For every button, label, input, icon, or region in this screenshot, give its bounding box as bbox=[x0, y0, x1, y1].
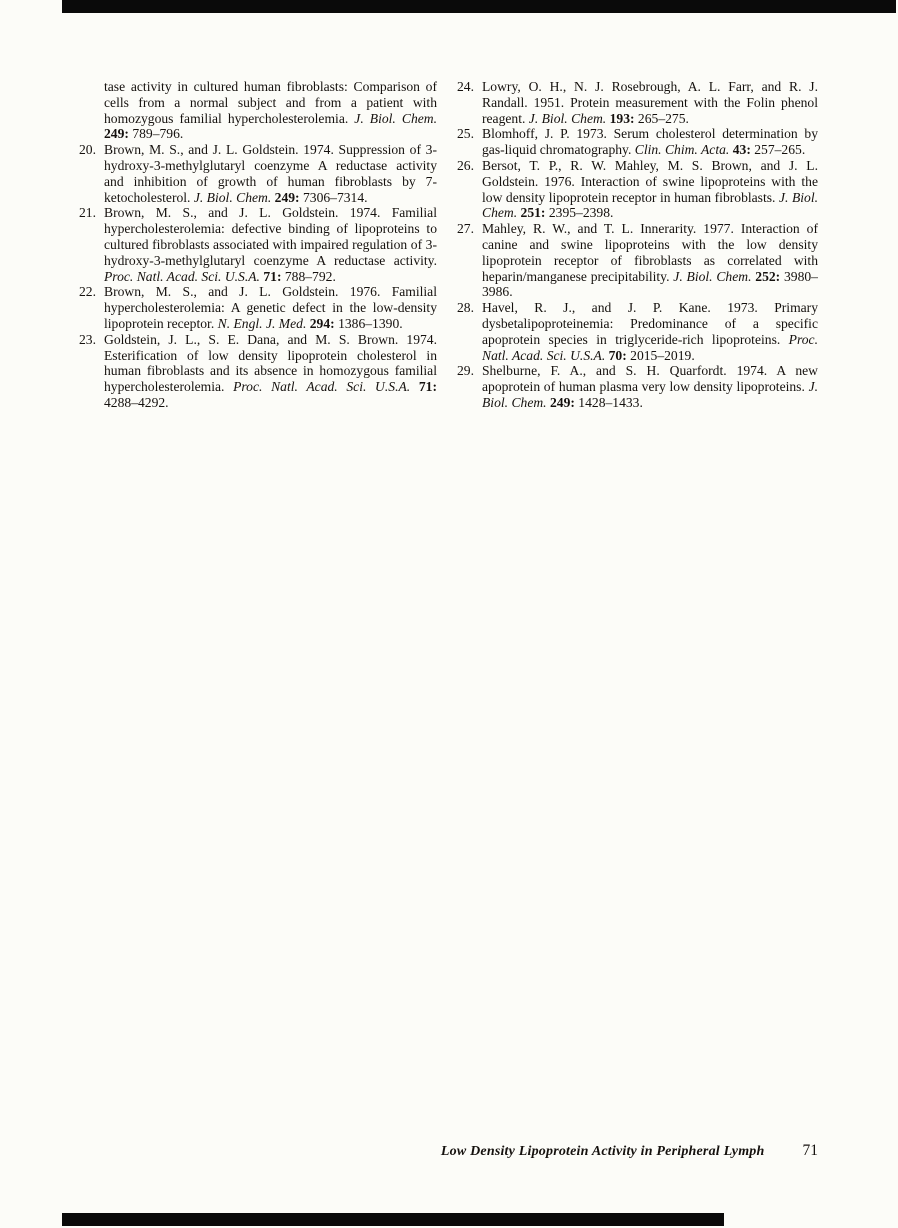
journal-name: J. Biol. Chem. bbox=[193, 189, 272, 205]
reference-text: 1386–1390. bbox=[334, 315, 403, 331]
journal-name: J. Biol. Chem. bbox=[673, 268, 752, 284]
running-title: Low Density Lipoprotein Activity in Peripheral Lymph bbox=[440, 1144, 765, 1159]
volume-number: 71: bbox=[263, 268, 282, 284]
reference-number: 21. bbox=[79, 205, 96, 221]
reference-item bbox=[79, 284, 437, 331]
volume-number: 71: bbox=[418, 379, 437, 395]
reference-number: 26. bbox=[457, 157, 474, 173]
volume-number: 294: bbox=[309, 315, 335, 331]
journal-name: Proc. Natl. Acad. Sci. U.S.A. bbox=[104, 268, 260, 284]
reference-number: 23. bbox=[79, 331, 96, 347]
reference-text: Bersot, T. P., R. W. Mahley, M. S. Brown, and J. L. Goldstein. 1976. Interaction of swine lipoproteins with the low density lipoprotein receptor in human fibroblasts. bbox=[482, 157, 818, 205]
reference-text: 788–792. bbox=[281, 268, 336, 284]
reference-text: Goldstein, J. L., S. E. Dana, and M. S. Brown. 1974. Esterification of low density lipoprotein cholesterol in human fibroblasts and its absence in homozygous familial hypercholesterolemia. bbox=[104, 331, 437, 395]
journal-name: J. Biol. Chem. bbox=[482, 189, 818, 221]
reference-text: 1428–1433. bbox=[574, 394, 643, 410]
reference-text: 7306–7314. bbox=[299, 189, 368, 205]
reference-text: 789–796. bbox=[128, 126, 184, 142]
reference-text: Brown, M. S., and J. L. Goldstein. 1976. Familial hypercholesterolemia: A genetic defect in the low-density lipoprotein receptor. bbox=[104, 284, 437, 331]
reference-item bbox=[457, 363, 818, 410]
reference-text: 2395–2398. bbox=[545, 205, 614, 221]
volume-number: 251: bbox=[520, 205, 546, 221]
volume-number: 70: bbox=[608, 347, 627, 363]
reference-item bbox=[457, 126, 818, 158]
reference-number: 25. bbox=[457, 126, 474, 142]
reference-item bbox=[79, 79, 437, 142]
reference-item bbox=[79, 205, 437, 284]
reference-item bbox=[457, 300, 818, 363]
bottom-scan-bar bbox=[62, 1213, 724, 1226]
reference-text bbox=[410, 379, 419, 394]
reference-text: Blomhoff, J. P. 1973. Serum cholesterol determination by gas-liquid chromatography. bbox=[482, 126, 818, 158]
reference-number: 20. bbox=[79, 142, 96, 158]
reference-number: 28. bbox=[457, 300, 474, 316]
volume-number: 249: bbox=[104, 126, 129, 142]
journal-name: Proc. Natl. Acad. Sci. U.S.A. bbox=[233, 379, 411, 395]
journal-name: J. Biol. Chem. bbox=[482, 379, 818, 410]
journal-name: Clin. Chim. Acta. bbox=[634, 142, 730, 158]
page-number: 71 bbox=[802, 1142, 818, 1159]
reference-text: tase activity in cultured human fibroblasts: Comparison of cells from a normal subject and from a patient with homozygous familial hypercholesterolemia. bbox=[104, 79, 437, 126]
reference-item bbox=[457, 158, 818, 221]
volume-number: 43: bbox=[732, 142, 751, 158]
references-right-column bbox=[457, 79, 818, 411]
reference-number: 22. bbox=[79, 284, 96, 300]
reference-text: Brown, M. S., and J. L. Goldstein. 1974. Familial hypercholesterolemia: defective binding of lipoproteins to cultured fibroblasts associated with impaired regulation of 3-hydroxy-3-methylglutaryl coenzyme A reductase activity. bbox=[104, 205, 437, 268]
references-left-column bbox=[79, 79, 437, 411]
reference-number: 24. bbox=[457, 79, 474, 94]
reference-text: Mahley, R. W., and T. L. Innerarity. 1977. Interaction of canine and swine lipoproteins with the low density lipoprotein receptor of fibroblasts as correlated with heparin/manganese precipitability. bbox=[482, 221, 818, 284]
journal-name: Proc. Natl. Acad. Sci. U.S.A. bbox=[482, 331, 818, 363]
reference-text: 3980–3986. bbox=[482, 268, 818, 300]
reference-item bbox=[457, 79, 818, 126]
page-footer bbox=[0, 1142, 818, 1160]
journal-name: N. Engl. J. Med. bbox=[217, 315, 307, 331]
reference-text: Shelburne, F. A., and S. H. Quarfordt. 1974. A new apoprotein of human plasma very low density lipoproteins. bbox=[482, 363, 818, 395]
reference-text: 4288–4292. bbox=[104, 394, 169, 410]
reference-text: 265–275. bbox=[634, 110, 689, 126]
reference-number: 29. bbox=[457, 363, 474, 379]
reference-item bbox=[79, 142, 437, 205]
reference-text: 257–265. bbox=[750, 142, 806, 158]
volume-number: 249: bbox=[549, 394, 575, 410]
reference-text: Brown, M. S., and J. L. Goldstein. 1974. Suppression of 3-hydroxy-3-methylglutaryl coenzyme A reductase activity and inhibition of growth of human fibroblasts by 7-ketocholesterol. bbox=[104, 142, 437, 205]
journal-name: J. Biol. Chem. bbox=[528, 110, 607, 126]
reference-number: 27. bbox=[457, 221, 474, 237]
top-scan-bar bbox=[62, 0, 896, 13]
reference-text: Havel, R. J., and J. P. Kane. 1973. Primary dysbetalipoproteinemia: Predominance of a specific apoprotein species in triglyceride-rich lipoproteins. bbox=[482, 300, 818, 347]
journal-name: J. Biol. Chem. bbox=[354, 110, 437, 126]
reference-item bbox=[457, 221, 818, 300]
reference-item bbox=[79, 332, 437, 411]
volume-number: 249: bbox=[274, 189, 300, 205]
reference-text: 2015–2019. bbox=[626, 347, 695, 363]
volume-number: 193: bbox=[609, 110, 635, 126]
volume-number: 252: bbox=[755, 268, 781, 284]
reference-text: Lowry, O. H., N. J. Rosebrough, A. L. Farr, and R. J. Randall. 1951. Protein measurement with the Folin phenol reagent. bbox=[482, 79, 818, 126]
